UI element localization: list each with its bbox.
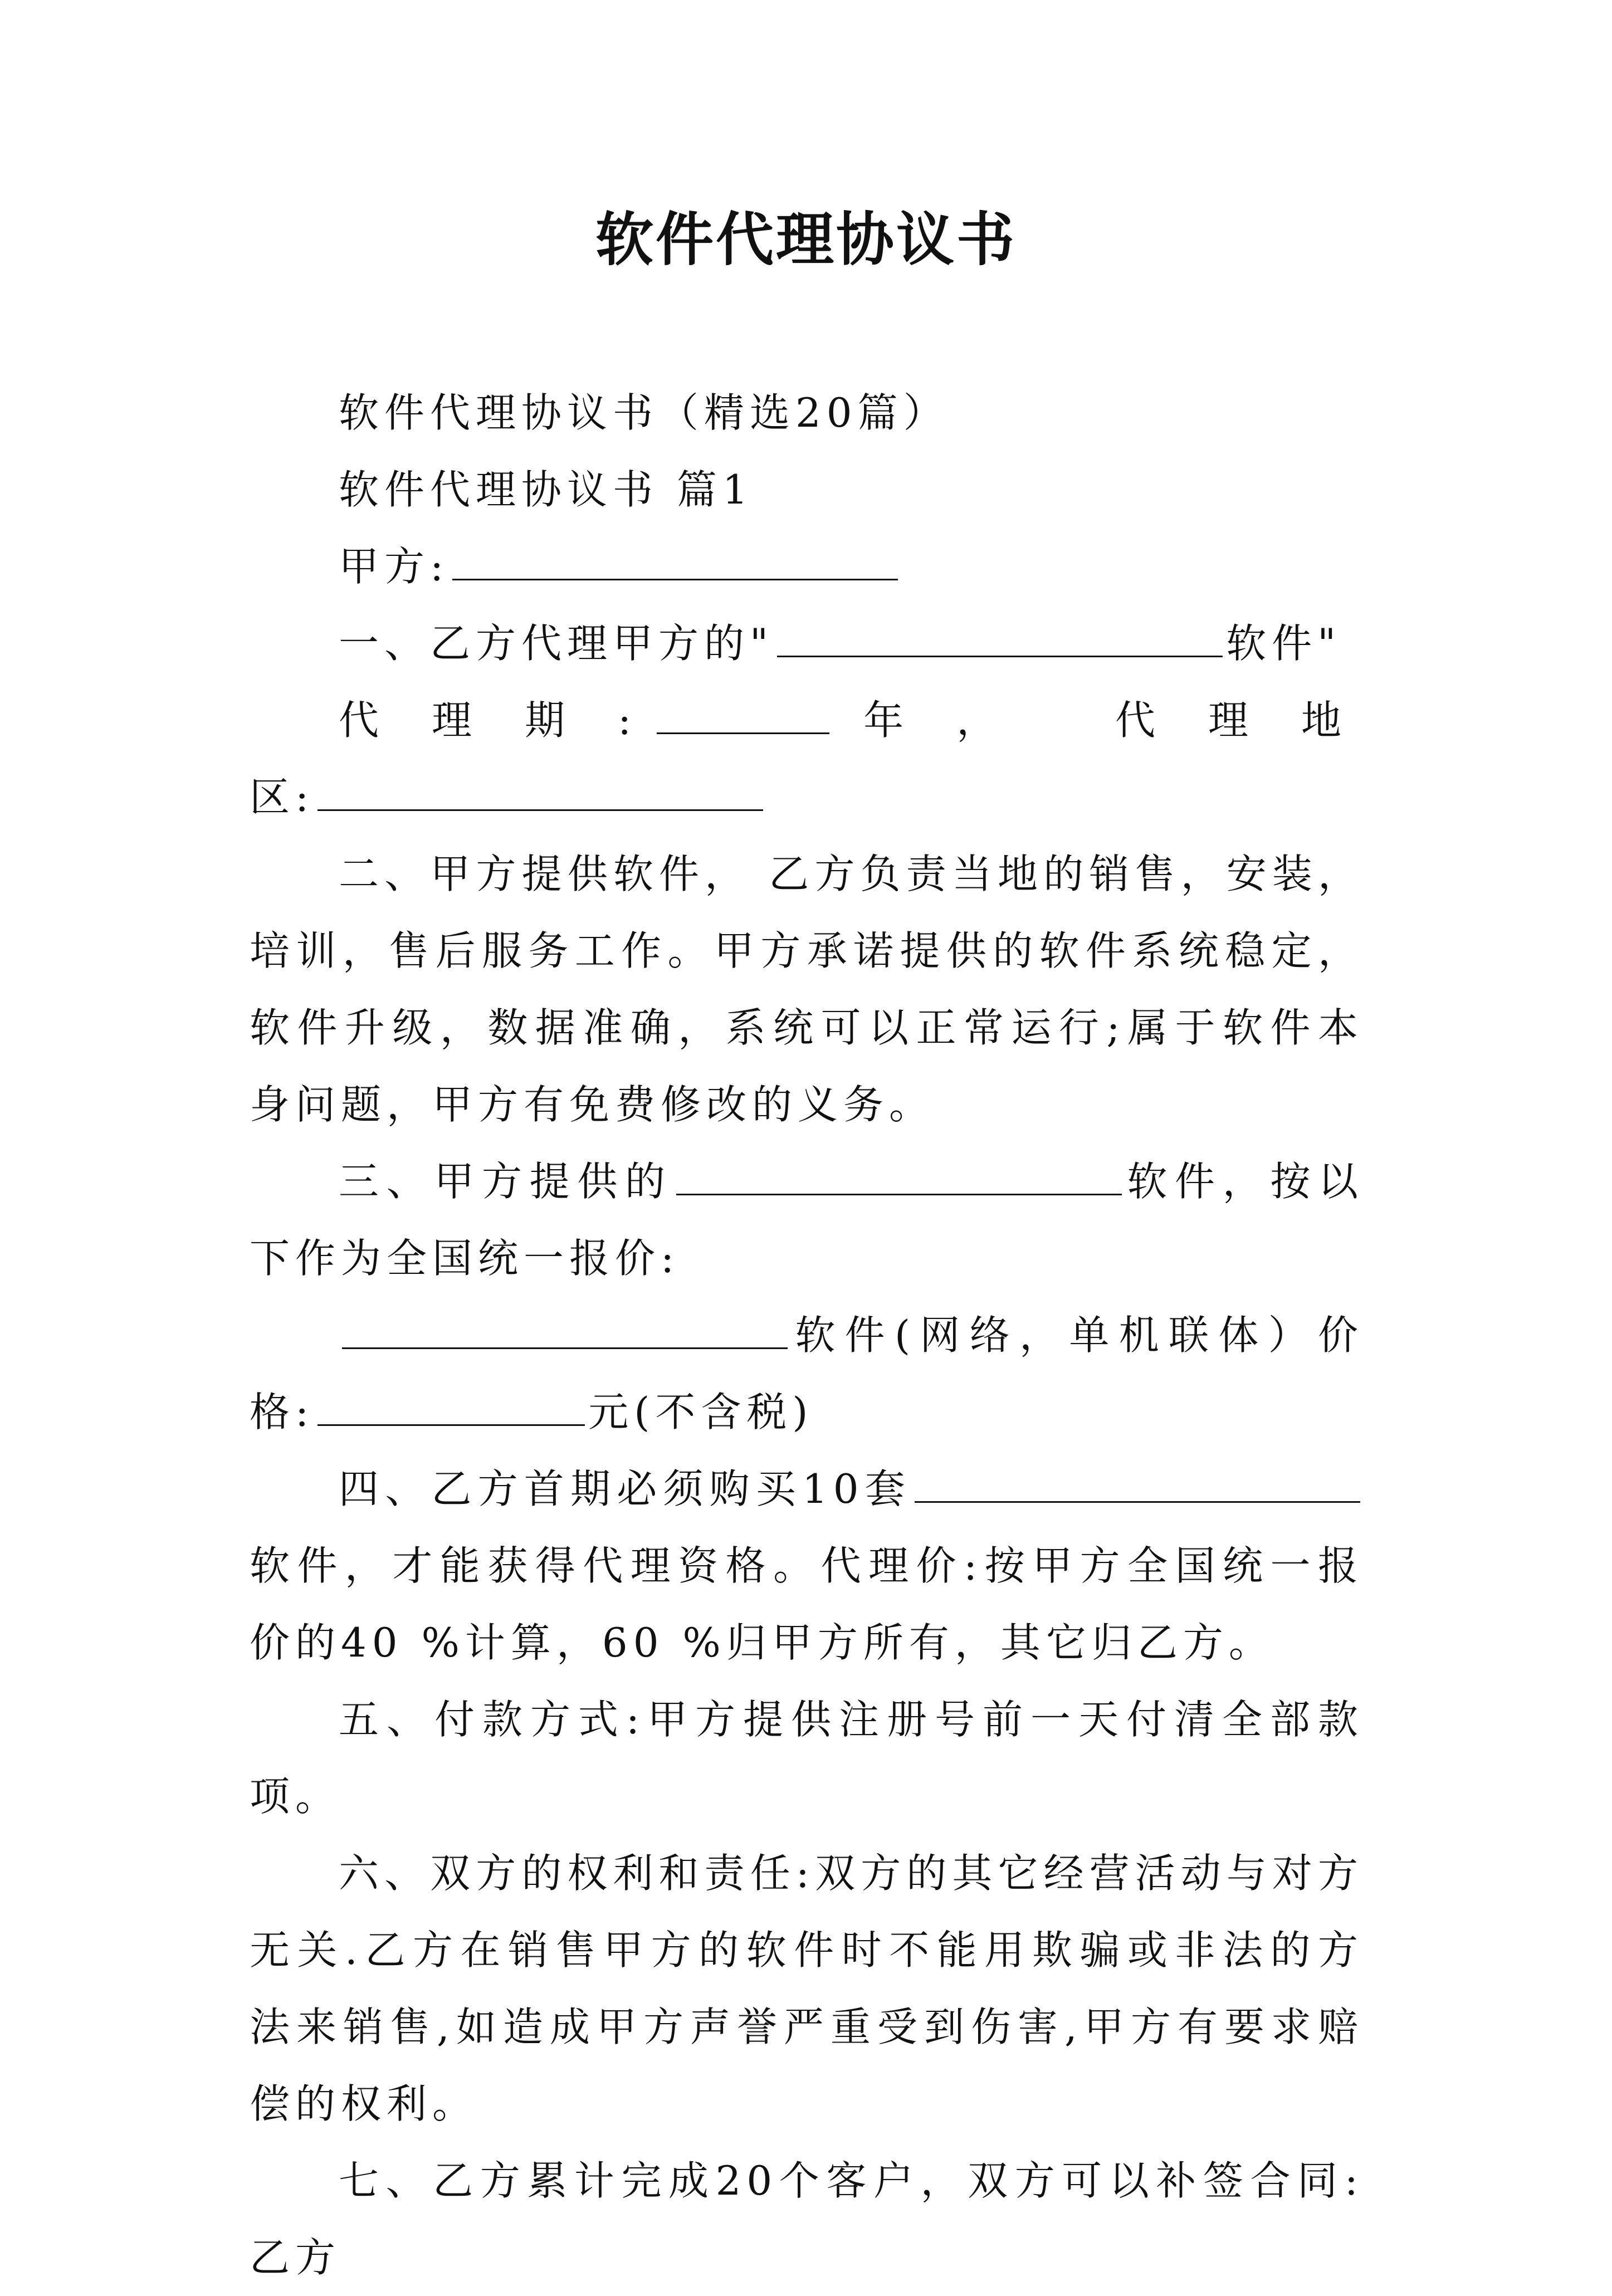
price-value-line [250,1374,1364,1450]
region-label: 代理地 [1115,697,1364,744]
section-heading: 软件代理协议书 篇1 [339,466,754,513]
period-year: 年， [833,697,1050,744]
clause-1 [250,605,1364,682]
document-body [250,374,1364,2296]
region-line [250,759,1364,836]
clause-5: 五、付款方式:甲方提供注册号前一天付清全部款项。 [250,1696,1364,1820]
clause-4 [250,1450,1364,1681]
clause-4-prefix: 四、乙方首期必须购买10套 [339,1465,911,1512]
period-blank [657,697,829,734]
clause-1-prefix: 一、乙方代理甲方的" [339,620,774,667]
price-unit: 元(不含税) [588,1389,814,1435]
price-line [250,1297,1364,1374]
clause-3-suffix: 软件，按以下作为全国统一报价: [250,1158,1364,1282]
price-line-suffix: 软件(网络，单机联体）价 [791,1312,1364,1359]
price-software-blank [342,1312,788,1349]
clause-3 [250,1143,1364,1297]
clause-1-software-blank [777,620,1223,657]
clause-2: 二、甲方提供软件， 乙方负责当地的销售，安装，培训，售后服务工作。甲方承诺提供的软件系统稳定，软件升级，数据准确，系统可以正常运行;属于软件本身问题，甲方有免费修改的义务。 [250,851,1364,1128]
party-a-line [250,528,1364,605]
clause-7: 七、乙方累计完成20个客户，双方可以补签合同:乙方 [250,2157,1364,2281]
clause-3-prefix: 三、甲方提供的 [339,1158,673,1205]
party-a-label: 甲方: [339,543,450,590]
clause-6: 六、双方的权利和责任:双方的其它经营活动与对方无关.乙方在销售甲方的软件时不能用欺骗或非法的方法来销售,如造成甲方声誉严重受到伤害,甲方有要求赔偿的权利。 [250,1850,1364,2127]
document-subtitle: 软件代理协议书（精选20篇） [339,389,949,436]
clause-4-blank [915,1465,1360,1503]
price-blank [317,1389,585,1426]
clause-3-blank [676,1158,1122,1195]
party-a-blank [452,543,898,580]
clause-1-suffix: 软件" [1226,620,1342,667]
clause-4-suffix: 软件，才能获得代理资格。代理价:按甲方全国统一报价的40 %计算，60 %归甲方所有，其它归乙方。 [250,1542,1364,1666]
period-line [250,682,1364,759]
region-label-2: 区: [250,774,315,820]
document-title: 软件代理协议书 [595,206,1017,273]
price-label: 格: [250,1389,315,1435]
period-label: 代理期: [339,697,654,744]
region-blank [317,774,763,811]
